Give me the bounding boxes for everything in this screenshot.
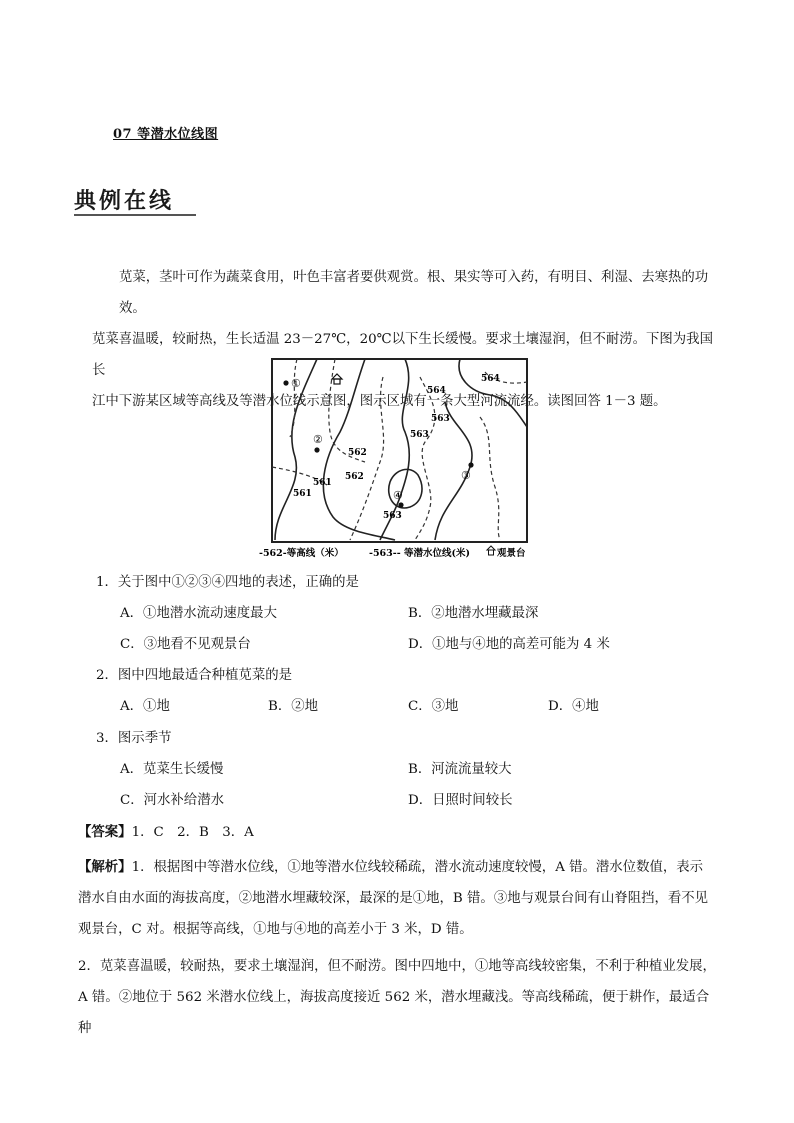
legend-water-table: -563-- 等潜水位线(米) (369, 548, 470, 559)
water-table-line (415, 377, 435, 540)
point-2-dot (314, 447, 319, 452)
label-563b: 563 (410, 430, 429, 440)
label-564: 564 (481, 374, 500, 384)
section-banner-underline (74, 214, 196, 216)
point-4-dot (398, 502, 403, 507)
label-561b: 561 (293, 489, 312, 499)
section-banner (74, 184, 194, 218)
q2-option-d: D．④地 (548, 699, 599, 714)
analysis-line-3: 观景台，C 对。根据等高线，①地与④地的高差小于 3 米，D 错。 (78, 922, 473, 937)
label-563c: 563 (383, 511, 402, 521)
question-stem: 图中四地最适合种植苋菜的是 (117, 668, 292, 683)
intro-line-2: 苋菜喜温暖，较耐热，生长适温 23－27℃，20℃以下生长缓慢。要求土壤湿润，但不耐涝。下图为我国长 (92, 332, 713, 378)
legend-contour: -562-等高线（米） (259, 548, 344, 559)
water-table-line (350, 377, 384, 540)
point-1-label: ① (291, 377, 301, 390)
analysis-tag: 【解析】 (78, 859, 132, 875)
answer-tag: 【答案】 (78, 824, 132, 840)
legend-tower: 观景台 (497, 548, 526, 559)
label-564b: 564 (427, 386, 446, 396)
answer-block (78, 821, 254, 840)
label-561: 561 (313, 478, 332, 488)
q1-option-d: D．①地与④地的高差可能为 4 米 (408, 637, 610, 652)
legend-tower-icon (487, 546, 495, 555)
contour-map-figure (255, 357, 545, 562)
q2-option-b: B．②地 (268, 699, 319, 714)
analysis-line-1: 【解析】1．根据图中等潜水位线，①地等潜水位线较稀疏，潜水流动速度较慢，A 错。潜水位数值，表示 (78, 859, 704, 875)
intro-line-1: 苋菜，茎叶可作为蔬菜食用，叶色丰富者要供观赏。根、果实等可入药，有明目、利湿、去寒热的功效。 (119, 270, 709, 316)
question-2 (96, 664, 292, 683)
point-3-dot (468, 462, 473, 467)
intro-line-3: 江中下游某区域等高线及等潜水位线示意图，图示区域有一条大型河流流经。读图回答 1－3 题。 (92, 394, 667, 409)
question-number: 1． (96, 575, 118, 590)
question-1 (96, 571, 359, 590)
label-562b: 562 (345, 472, 364, 482)
q1-option-c: C．③地看不见观景台 (120, 637, 251, 652)
contour-line (459, 359, 527, 427)
question-stem: 图示季节 (117, 731, 172, 746)
q3-option-c: C．河水补给潜水 (120, 793, 224, 808)
point-4-label: ④ (393, 489, 403, 502)
q2-option-c: C．③地 (408, 699, 459, 714)
point-2-label: ② (313, 433, 323, 446)
q3-option-d: D．日照时间较长 (408, 793, 513, 808)
q1-option-a: A．①地潜水流动速度最大 (120, 606, 277, 621)
section-banner-text: 典例在线 (74, 188, 175, 214)
analysis-line-2: 潜水自由水面的海拔高度，②地潜水埋藏较深，最深的是①地，B 错。③地与观景台间有山脊阻挡，看不见 (78, 891, 709, 906)
question-number: 2． (96, 668, 118, 683)
analysis-line-4: 2．苋菜喜温暖，较耐热，要求土壤湿润，但不耐涝。图中四地中，①地等高线较密集，不利于种植业发展， (78, 959, 716, 974)
q3-option-b: B．河流流量较大 (408, 762, 512, 777)
analysis-line-5: A 错。②地位于 562 米潜水位线上，海拔高度接近 562 米，潜水埋藏浅。等高线稀疏，便于耕作，最适合种 (78, 990, 710, 1036)
point-1-dot (283, 380, 288, 385)
water-table-line (480, 417, 500, 540)
question-stem: 关于图中①②③④四地的表述，正确的是 (117, 575, 359, 590)
q2-option-a: A．①地 (120, 699, 170, 714)
answer-text: 1．C 2．B 3．A (131, 825, 254, 840)
label-562: 562 (348, 448, 367, 458)
page-title: 07 等潜水位线图 (113, 127, 219, 142)
label-563: 563 (431, 414, 450, 424)
tower-icon (332, 374, 342, 384)
question-3 (96, 727, 171, 746)
q3-option-a: A．苋菜生长缓慢 (120, 762, 224, 777)
question-number: 3． (96, 731, 118, 746)
q1-option-b: B．②地潜水埋藏最深 (408, 606, 539, 621)
analysis-block (78, 852, 718, 1044)
water-table-line (290, 359, 297, 437)
point-3-label: ③ (461, 469, 471, 482)
